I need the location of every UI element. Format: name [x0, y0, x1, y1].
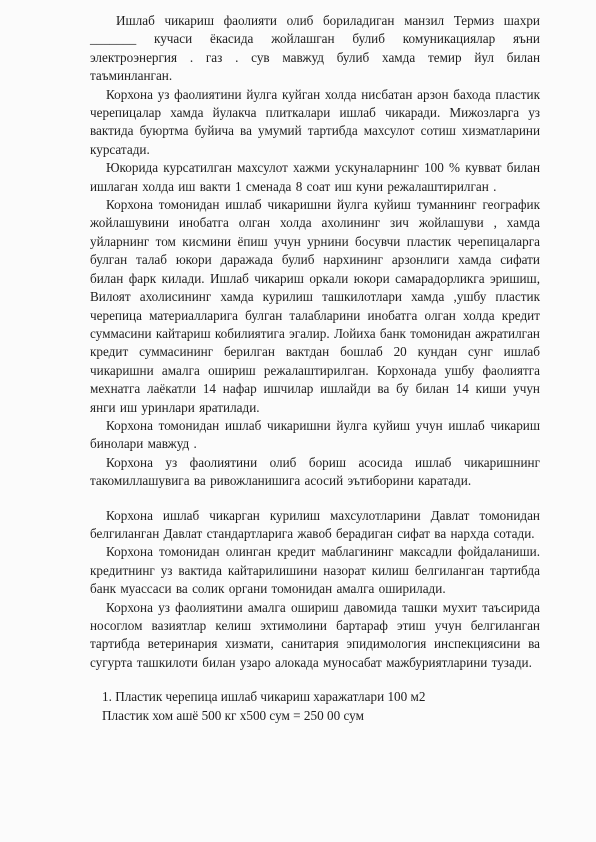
cost-list [90, 688, 540, 725]
paragraph-standards: Корхона ишлаб чикарган курилиш махсулотларини Давлат томонидан белгиланган Давлат стандартларига жавоб берадиган сифат ва нархда сотади. [90, 507, 540, 541]
paragraph-development: Корхона уз фаолиятини олиб бориш асосида ишлаб чикаришнинг такомиллашувига ва ривожланишига асосий эътиборини каратади. [90, 454, 540, 489]
document-body [90, 12, 540, 725]
paragraph-rationale: Корхона томонидан ишлаб чикаришни йулга куйиш туманнинг географик жойлашувини инобатга олган холда ахолининг зич жойлашуви , хамда уйларнинг том кисмини ёпиш учун урнини босувчи пластик черепицаларга булган талаб юкори даражада булиб нархининг арзонлиги хамда сифати билан фарк килади. Ишлаб чикариш оркали юкори самарадорликга эришиш, Вилоят ахолисининг хамда курилиш ташкилотлари хамда ,ушбу пластик черепица материалларига булган талабларини инобатга олган холда кредит суммасини кайтариш кобилиятига эгалир. Лойиха банк томонидан ажратилган кредит суммасининг берилган вактдан бошлаб 20 кундан сунг ишлаб чикаришни амалга ошириш режалаштирилган. Корхонада ушбу фаолиятга мехнатга лаёкатли 14 нафар ишчилар ишлайди ва бу билан 14 киши учун янги иш уринлари яратилади. [90, 197, 540, 415]
paragraph-location: Ишлаб чикариш фаолияти олиб бориладиган манзил Термиз шахри _______ кучаси ёкасида жойлашган булиб комуникациялар яъни электроэнергия . газ . сув мавжуд булиб хамда темир йул билан таъминланган. [90, 13, 540, 84]
paragraph-products: Корхона уз фаолиятини йулга куйган холда нисбатан арзон бахода пластик черепицалар хамда йулакча плиткалари ишлаб чикаради. Мижозларга уз вактида буюртма буйича ва умумий тартибда махсулот сотиш хизматларини курсатади. [90, 86, 540, 157]
paragraph-gap-2 [90, 672, 540, 688]
paragraph-environment: Корхона уз фаолиятини амалга ошириш давомида ташки мухит таъсирида носоглом вазиятлар келиш эхтимолини бартараф этиш учун белгиланган тартибда ветеринария хизмати, санитария эпидимология инспекциясини ва сугурта ташкилоти билан узаро алокада муносабат мажбуриятларини тузади. [90, 599, 540, 670]
cost-list-item-2: Пластик хом ашё 500 кг х500 сум = 250 00 сум [102, 707, 364, 723]
paragraph-gap [90, 491, 540, 507]
paragraph-buildings: Корхона томонидан ишлаб чикаришни йулга куйиш учун ишлаб чикариш бинолари мавжуд . [90, 417, 540, 452]
paragraph-credit-control: Корхона томонидан олинган кредит маблагининг максадли фойдаланиши. кредитнинг уз вактида кайтарилишини назорат килиш белгиланган тартибда банк муассаси ва солик органи томонидан амалга оширилади. [90, 544, 540, 597]
cost-list-item-1: 1. Пластик черепица ишлаб чикариш харажатлари 100 м2 [102, 689, 426, 705]
paragraph-capacity: Юкорида курсатилган махсулот хажми ускуналарнинг 100 % кувват билан ишлаган холда иш вакти 1 сменада 8 соат иш куни режалаштирилган . [90, 160, 540, 194]
